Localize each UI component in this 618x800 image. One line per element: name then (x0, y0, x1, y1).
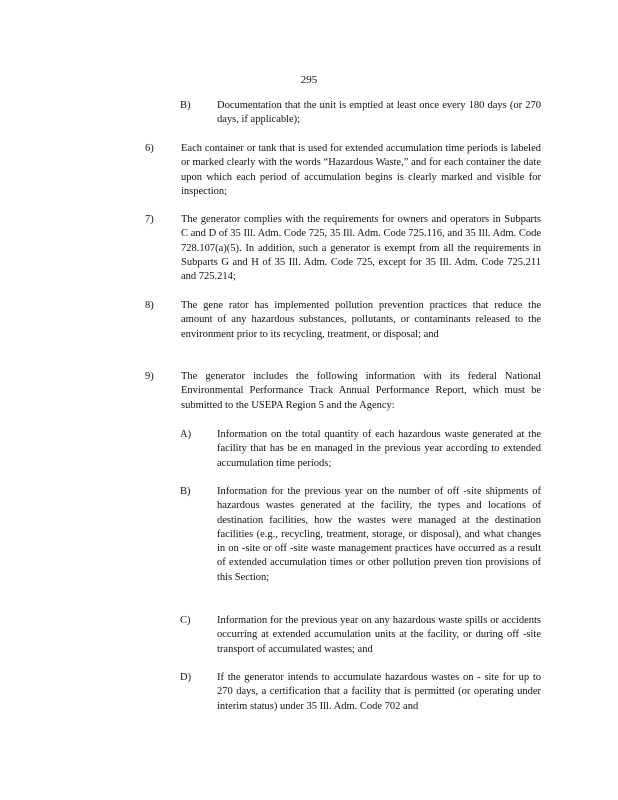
item-text: Each container or tank that is used for extended accumulation time periods is labeled or marked clearly with the words “Hazardous Waste,” and for each container the date upon which each period of accumulation begins is clearly marked and visible for inspection; (181, 143, 541, 197)
item-label: 8) (145, 300, 154, 311)
subitem-label: A) (180, 429, 192, 440)
subitem-text: If the generator intends to accumulate hazardous wastes on - site for up to 270 days, a certification that a facility that is permitted (or operating under interim status) under 35 Ill. Adm. Code 702 and (217, 672, 541, 712)
item-text: Documentation that the unit is emptied at least once every 180 days (or 270 days, if applicable); (217, 100, 541, 126)
item-label: B) (180, 100, 191, 111)
subitem-text: Information for the previous year on any hazardous waste spills or accidents occurring at extended accumulation units at the facility, or during off -site transport of accumulated wastes; and (217, 615, 541, 655)
item-label: 6) (145, 143, 154, 154)
item-text: The gene rator has implemented pollution prevention practices that reduce the amount of any hazardous substances, pollutants, or contaminants released to the environment prior to its recycling, treatment, or disposal; and (181, 300, 541, 340)
item-label: 7) (145, 214, 154, 225)
subitem-text: Information on the total quantity of each hazardous waste generated at the facility that has be en managed in the previous year according to extended accumulation time periods; (217, 429, 541, 469)
item-text: The generator includes the following information with its federal National Environmental Performance Track Annual Performance Report, which must be submitted to the USEPA Region 5 and the Agency: (181, 371, 541, 411)
subitem-label: C) (180, 615, 191, 626)
subitem-label: B) (180, 486, 191, 497)
subitem-text: Information for the previous year on the number of off -site shipments of hazardous wastes generated at the facility, the types and locations of destination facilities, how the wastes were managed at the destination facilities (e.g., recycling, treatment, storage, or disposal), and what changes in on -site or off -site waste management practices have occurred as a result of extended accumulation times or other pollution preven tion provisions of this Section; (217, 486, 541, 583)
item-label: 9) (145, 371, 154, 382)
subitem-label: D) (180, 672, 192, 683)
item-text: The generator complies with the requirements for owners and operators in Subparts C and D of 35 Ill. Adm. Code 725, 35 Ill. Adm. Code 725.116, and 35 Ill. Adm. Code 728.107(a)(5). In addition, such a generator is exempt from all the requirements in Subparts G and H of 35 Ill. Adm. Code 725, except for 35 Ill. Adm. Code 725.211 and 725.214; (181, 214, 541, 283)
page-number: 295 (300, 74, 318, 86)
